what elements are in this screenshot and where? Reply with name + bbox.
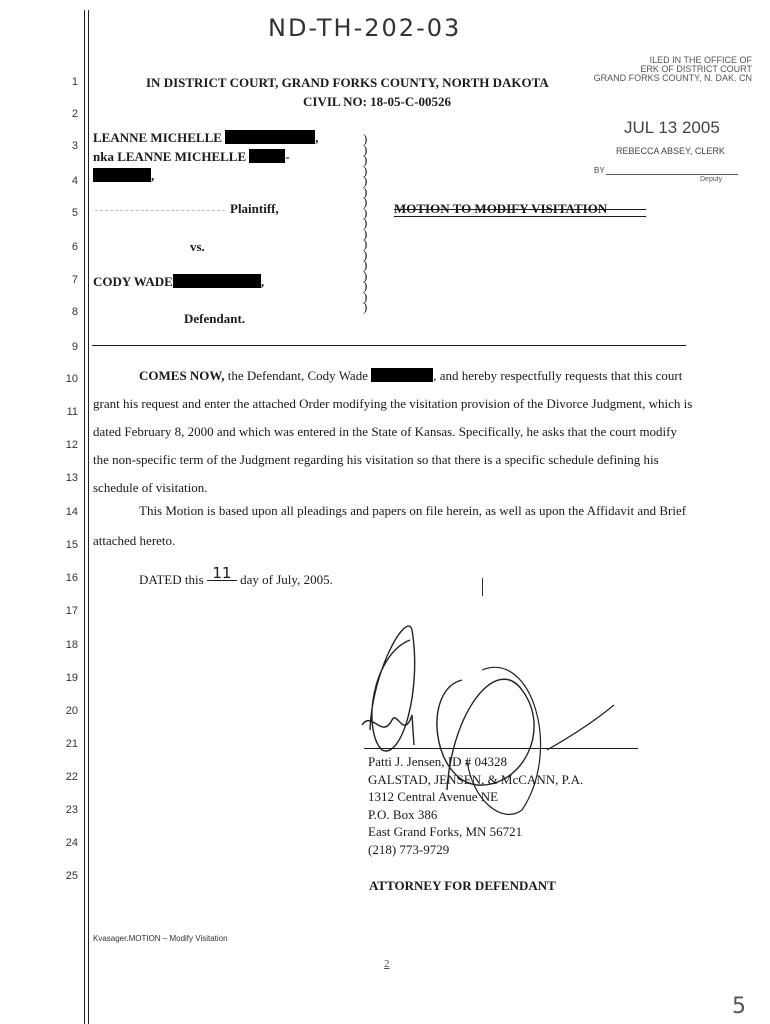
attorney-name: Patti J. Jensen, ID # 04328 <box>368 754 508 769</box>
attorney-signature-block <box>368 753 583 858</box>
line-number: 1 <box>71 76 78 88</box>
court-heading: IN DISTRICT COURT, GRAND FORKS COUNTY, NORTH DAKOTA <box>146 75 549 90</box>
signature-line <box>364 748 638 749</box>
line-number: 15 <box>65 539 78 551</box>
line-number: 14 <box>65 506 78 518</box>
attorney-role: ATTORNEY FOR DEFENDANT <box>369 878 556 893</box>
caption-rule <box>92 345 686 346</box>
line-number: 19 <box>65 672 78 684</box>
stamp-clerk: REBECCA ABSEY, CLERK <box>616 146 725 156</box>
line-number: 12 <box>65 439 78 451</box>
line-number: 8 <box>71 306 78 318</box>
line-number: 25 <box>65 870 78 882</box>
cursor-mark <box>482 578 483 596</box>
motion-title-strike <box>394 209 646 210</box>
firm-phone: (218) 773-9729 <box>368 841 450 857</box>
dated-day: 11 <box>207 566 237 581</box>
handwritten-case-id: ND-TH-202-03 <box>268 14 462 42</box>
redaction-box <box>371 368 433 382</box>
line-number: 24 <box>65 837 78 849</box>
defendant-name-line: CODY WADE , <box>93 274 265 289</box>
stamp-line-3: GRAND FORKS COUNTY, N. DAK. CN <box>593 73 752 83</box>
firm-po-box: P.O. Box 386 <box>368 806 438 822</box>
motion-title: MOTION TO MODIFY VISITATION <box>394 201 608 216</box>
plaintiff-name-line-1: LEANNE MICHELLE , <box>93 130 319 145</box>
stamp-by-line <box>606 174 738 175</box>
plaintiff-label: Plaintiff, <box>230 201 279 216</box>
stamp-by: BY <box>594 166 605 175</box>
line-number: 3 <box>71 140 78 152</box>
plaintiff-dashes <box>95 210 225 211</box>
line-number: 10 <box>65 373 78 385</box>
line-number: 11 <box>66 406 78 418</box>
motion-title-underline <box>394 216 646 217</box>
line-number: 17 <box>65 605 78 617</box>
line-number: 22 <box>65 771 78 783</box>
footer-page-mark: 2 <box>384 958 390 970</box>
line-number: 5 <box>71 207 78 219</box>
redaction-box <box>173 274 261 288</box>
line-number: 4 <box>71 175 78 187</box>
redaction-box <box>249 149 285 163</box>
redaction-box <box>93 168 151 182</box>
footer-file-label: Kvasager.MOTION – Modify Visitation <box>93 934 228 943</box>
firm-city: East Grand Forks, MN 56721 <box>368 824 523 839</box>
caption-parentheses: ) ) ) ) ) ) ) ) ) ) ) ) ) ) ) ) ) <box>363 131 368 314</box>
line-number: 16 <box>65 572 78 584</box>
stamp-date: JUL 13 2005 <box>624 118 720 137</box>
stamp-line-1: ILED IN THE OFFICE OF <box>649 55 752 65</box>
line-number: 20 <box>65 705 78 717</box>
filing-stamp <box>552 56 752 83</box>
dated-line: DATED this 11 day of July, 2005. <box>139 564 333 587</box>
stamp-line-2: ERK OF DISTRICT COURT <box>640 64 752 74</box>
line-number: 18 <box>65 639 78 651</box>
stamp-deputy: Deputy <box>700 176 723 183</box>
vs-label: vs. <box>190 239 205 254</box>
line-number: 13 <box>65 472 78 484</box>
firm-street: 1312 Central Avenue NE <box>368 789 499 804</box>
line-number: 2 <box>71 108 78 120</box>
margin-line-left <box>84 10 85 1024</box>
motion-body-paragraph-1: COMES NOW, the Defendant, Cody Wade , and hereby respectfully requests that this court grant his request and enter the attached Order modifying the visitation provision of the Divorce Judgment, which is dated February 8, 2000 and which was entered in the State of Kansas. Specifically, he asks that the court modify the non-specific term of the Judgment regarding his visitation so that there is a specific schedule defining his schedule of visitation. <box>93 368 693 495</box>
line-number: 6 <box>71 241 78 253</box>
corner-page-mark: 5 <box>732 994 748 1019</box>
redaction-box <box>225 130 315 144</box>
margin-line-left-inner <box>88 10 89 1024</box>
motion-body-paragraph-2: This Motion is based upon all pleadings and papers on file herein, as well as upon the Affidavit and Brief attached hereto. <box>93 503 687 548</box>
line-number: 9 <box>71 341 78 353</box>
plaintiff-name-line-3: , <box>93 168 154 184</box>
defendant-label: Defendant. <box>184 311 246 326</box>
plaintiff-name-line-2: nka LEANNE MICHELLE - <box>93 149 290 164</box>
line-number: 21 <box>65 738 78 750</box>
line-number: 23 <box>65 804 78 816</box>
line-number: 7 <box>71 274 78 286</box>
civil-number: CIVIL NO: 18-05-C-00526 <box>303 94 452 109</box>
firm-name: GALSTAD, JENSEN, & McCANN, P.A. <box>368 771 584 787</box>
